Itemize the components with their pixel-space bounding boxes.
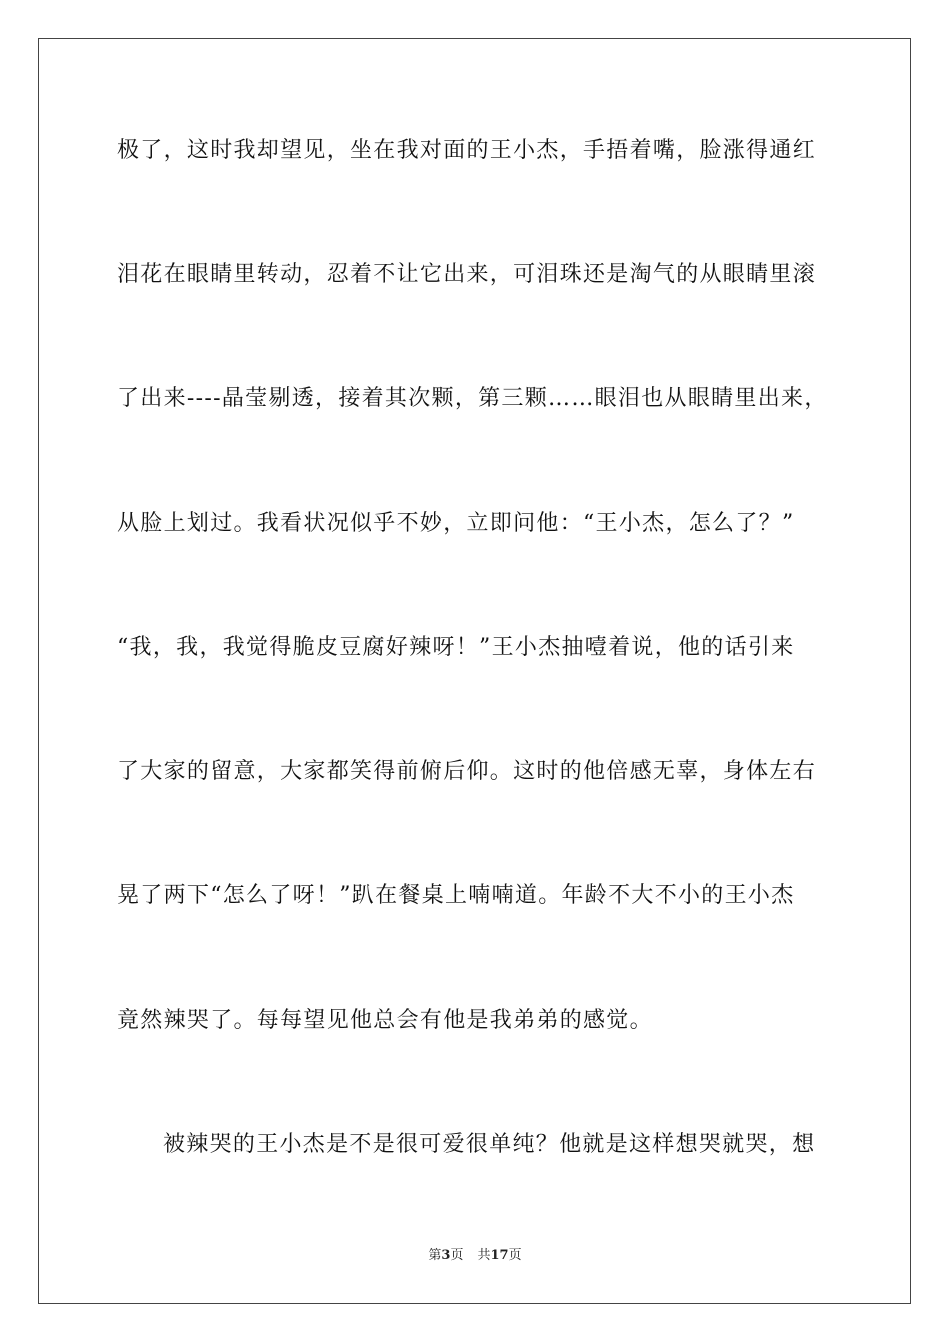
body-line-8: 竟然辣哭了。每每望见他总会有他是我弟弟的感觉。	[117, 1008, 653, 1033]
page-footer	[0, 1247, 950, 1265]
body-line-4: 从脸上划过。我看状况似乎不妙，立即问他：“王小杰，怎么了？”	[117, 511, 795, 536]
paragraph-start-line: 被辣哭的王小杰是不是很可爱很单纯？他就是这样想哭就哭，想	[163, 1132, 816, 1157]
body-line-3: 了出来----晶莹剔透，接着其次颗，第三颗……眼泪也从眼睛里出来，	[117, 386, 828, 411]
body-line-5: “我，我，我觉得脆皮豆腐好辣呀！”王小杰抽噎着说，他的话引来	[117, 635, 795, 660]
page-number-label: 第3页	[428, 1248, 464, 1263]
page-border	[38, 38, 911, 1304]
body-line-7: 晃了两下“怎么了呀！”趴在餐桌上喃喃道。年龄不大不小的王小杰	[117, 883, 795, 908]
body-line-2: 泪花在眼睛里转动，忍着不让它出来，可泪珠还是淘气的从眼睛里滚	[117, 262, 817, 287]
total-pages-label: 共17页	[477, 1248, 522, 1263]
body-line-1: 极了，这时我却望见，坐在我对面的王小杰，手捂着嘴，脸涨得通红	[117, 138, 817, 163]
body-line-6: 了大家的留意，大家都笑得前俯后仰。这时的他倍感无辜，身体左右	[117, 759, 817, 784]
